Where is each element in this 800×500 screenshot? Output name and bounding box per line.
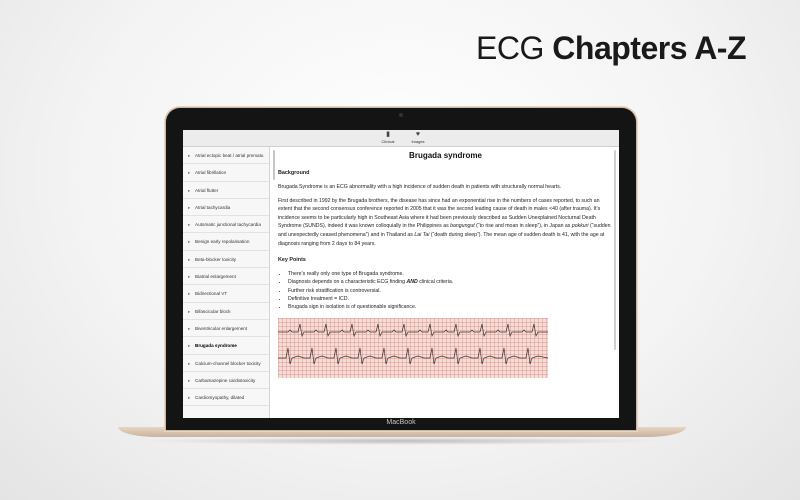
toolbar [183,130,619,147]
sidebar-item-label: Atrial fibrillation [195,170,227,176]
sidebar-item[interactable] [183,233,269,250]
content-scrollbar[interactable] [614,150,616,350]
chevron-right-icon: ▸ [188,239,191,245]
heart-ecg-icon: ♥ [415,131,421,138]
sidebar-item-label: Cardiomyopathy, dilated [195,395,245,401]
sidebar-item[interactable] [183,303,269,320]
sidebar-item-label: Bidirectional VT [195,291,228,297]
sidebar-item-label: Biatrial enlargement [195,274,236,280]
chevron-right-icon: ▸ [188,360,191,366]
background-heading: Background [278,170,310,176]
chevron-right-icon: ▸ [188,308,191,314]
sidebar-item-label: Benign early repolarisation [195,239,250,245]
term-pokkuri: pokkuri [571,223,589,230]
sidebar-item[interactable] [183,216,269,233]
article-title: Brugada syndrome [409,151,482,160]
article-content [278,147,613,418]
sidebar-item-label: Calcium-channel blocker toxicity [195,360,261,366]
sidebar-scrollbar[interactable] [273,150,275,180]
sidebar-item[interactable] [183,355,269,372]
device-label: MacBook [386,419,416,426]
emphasis-and: AND [406,279,418,286]
list-item-text: Diagnosis depends on a characteristic ECG finding [288,279,407,286]
chevron-right-icon: ▸ [188,395,191,401]
sidebar-item[interactable] [183,320,269,337]
chevron-right-icon: ▸ [188,377,191,383]
book-icon: ▮ [386,131,390,138]
laptop-lid [166,108,636,430]
paragraph-text: (“to rise and moan in sleep”), in Japan as [474,223,572,230]
key-points-heading: Key Points [278,257,306,264]
app-window [183,130,619,418]
sidebar-item[interactable] [183,147,269,164]
sidebar-item-label: Biventricular enlargement [195,325,248,331]
list-item [288,278,613,286]
sidebar-item[interactable] [183,164,269,181]
sidebar-item-label: Brugada syndrome [195,343,237,349]
chevron-right-icon: ▸ [188,274,191,280]
paragraph-intro: Brugada Syndrome is an ECG abnormality with a high incidence of sudden death in patients with structurally normal hearts. [278,184,562,190]
term-lai-tai: Lai Tai [414,231,430,238]
ecg-trace [278,318,548,378]
list-item-text: clinical criteria. [417,279,454,286]
list-item: • Definitive treatment = ICD. [288,295,613,303]
chevron-right-icon: ▸ [188,256,191,262]
headline-ecg: ECG [476,30,544,66]
chevron-right-icon: ▸ [188,204,191,210]
images-button[interactable] [403,131,433,144]
chevron-right-icon: ▸ [188,187,191,193]
sidebar-item-label: Beta-blocker toxicity [195,256,237,262]
list-item: • Further risk stratification is controversial. [288,287,613,295]
clinical-button[interactable] [373,131,403,144]
ecg-image[interactable] [278,318,548,378]
sidebar-item[interactable] [183,199,269,216]
list-item: • Brugada sign in isolation is of questionable significance. [288,303,613,311]
sidebar-item[interactable] [183,268,269,285]
paragraph-text: (“sudden and unexpectedly ceased phenomena”) and in Thailand as [278,223,611,238]
chevron-right-icon: ▸ [188,170,191,176]
sidebar-item-label: Atrial ectopic beat / atrial prematu [195,153,264,158]
chevron-right-icon: ▸ [188,153,191,158]
camera-icon [399,113,403,117]
sidebar-item-label: Atrial tachycardia [195,204,231,210]
sidebar-item[interactable] [183,389,269,406]
key-points-list [278,270,613,311]
paragraph-history [278,197,613,249]
list-item: • There’s really only one type of Brugada syndrome. [288,270,613,278]
headline-chapters: Chapters A-Z [552,30,746,66]
promo-headline [476,30,746,67]
sidebar-item[interactable] [183,285,269,302]
term-bangungut: bangungut [450,223,475,230]
chevron-right-icon: ▸ [188,222,191,228]
sidebar-item-label: Bifascicular block [195,308,231,314]
sidebar-item-label: Automatic junctional tachycardia [195,222,261,228]
laptop-shadow [140,437,664,445]
images-label: Images [411,139,425,144]
chevron-right-icon: ▸ [188,291,191,297]
paragraph-text: First described in 1992 by the Brugada brothers, the disease has since had an exponential rise in the numbers of cases reported, to such an extent that the second consensus conference reported in 2005 that it was the second leading cause of death in males <40 (after trauma). It’s incidence seems to be particularly high in Southeast Asia where it had been previously described as Sudden Unexplained Nocturnal Death Syndrome (SUNDS), indeed it was known colloquially in the Philippines as [278,197,601,230]
sidebar-item-brugada-syndrome[interactable] [183,337,269,354]
clinical-label: Clinical [381,139,395,144]
paragraph-text: (“death during sleep”). The mean age of sudden death is 41, with the age at diagnosis ranging from 2 days to 84 years. [278,231,605,247]
sidebar-item[interactable] [183,372,269,389]
sidebar-item-label: Carbamazepine cardiotoxicity [195,377,256,383]
chevron-right-icon: ▸ [188,325,191,331]
sidebar-item[interactable] [183,182,269,199]
chapter-sidebar[interactable] [183,147,270,418]
sidebar-item-label: Atrial flutter [195,187,219,193]
chevron-right-icon: ▸ [188,343,191,349]
sidebar-item[interactable] [183,251,269,268]
